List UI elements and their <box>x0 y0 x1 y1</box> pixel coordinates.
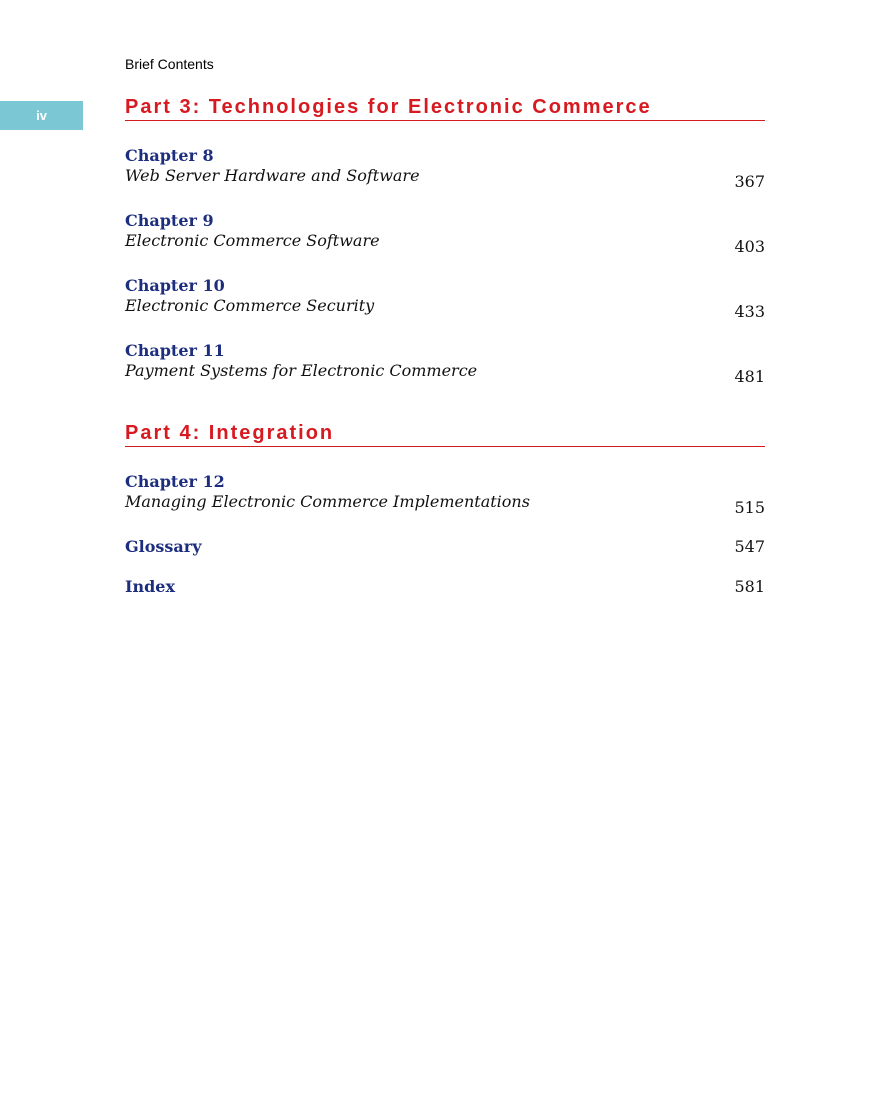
toc-entry-chapter-10[interactable] <box>125 276 765 321</box>
toc-entry-chapter-12[interactable] <box>125 472 765 517</box>
chapter-label[interactable]: Chapter 8 <box>125 146 214 165</box>
chapter-title: Web Server Hardware and Software <box>125 166 420 185</box>
page-ref: 547 <box>734 537 765 556</box>
toc-entry-chapter-8[interactable] <box>125 146 765 191</box>
part-3-section <box>125 95 765 121</box>
page-ref: 367 <box>734 172 765 191</box>
chapter-label[interactable]: Chapter 9 <box>125 211 214 230</box>
toc-entry-chapter-11[interactable] <box>125 341 765 386</box>
chapter-title: Electronic Commerce Software <box>125 231 380 250</box>
chapter-label[interactable]: Chapter 10 <box>125 276 225 295</box>
glossary-label[interactable]: Glossary <box>125 537 202 556</box>
toc-entry-glossary[interactable] <box>125 537 765 557</box>
index-label[interactable]: Index <box>125 577 176 596</box>
page-ref: 515 <box>734 498 765 517</box>
page-number-tab: iv <box>0 101 83 130</box>
chapter-label[interactable]: Chapter 11 <box>125 341 225 360</box>
chapter-title: Managing Electronic Commerce Implementations <box>125 492 530 511</box>
running-head: Brief Contents <box>125 56 214 72</box>
page-ref: 581 <box>734 577 765 596</box>
page-ref: 481 <box>734 367 765 386</box>
chapter-title: Payment Systems for Electronic Commerce <box>125 361 478 380</box>
toc-entry-index[interactable] <box>125 577 765 597</box>
part-heading: Part 4: Integration <box>125 421 765 447</box>
page-ref: 433 <box>734 302 765 321</box>
chapter-title: Electronic Commerce Security <box>125 296 375 315</box>
part-heading: Part 3: Technologies for Electronic Commerce <box>125 95 765 121</box>
page-ref: 403 <box>734 237 765 256</box>
chapter-label[interactable]: Chapter 12 <box>125 472 225 491</box>
part-4-section <box>125 421 765 447</box>
toc-entry-chapter-9[interactable] <box>125 211 765 256</box>
